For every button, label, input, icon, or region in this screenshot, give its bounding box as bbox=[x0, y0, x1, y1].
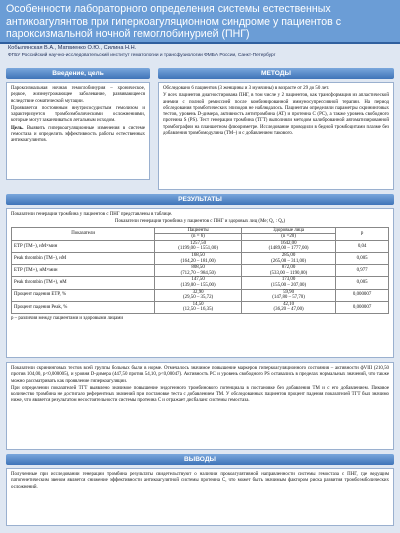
patients-cell: 32,90 (29,50 – 35,72) bbox=[155, 289, 242, 301]
goal-label: Цель. bbox=[11, 125, 24, 131]
healthy-cell: 285,00 (265,00 – 311,00) bbox=[241, 252, 335, 264]
goal-text: Выявить гиперкоагуляционные изменения в системе гемостаза и определить эффективность работы естественных антикоагулянтов. bbox=[11, 125, 145, 144]
table-subheader-healthy: (n =20) bbox=[241, 234, 335, 241]
results-intro: Показатели генерации тромбина у пациентов с ПНГ представлены в таблице. bbox=[11, 212, 173, 217]
discussion-paragraph-2: При определении показателей ТГТ выявлено значимое повышение эндогенного тромбинового потенциала в постановке без добавления ТМ и с его добавлением. Пиковое количество тромбина не достигало референтных значений при постановке теста с добавлением ТМ. У обследованных пациентов процент падения показателей ТГТ был значимо ниже, что является результатом несостоятельности системы протеина С и отражает дисбаланс системы гемостаза. bbox=[11, 385, 389, 404]
table-subheader-patients: (n = 6) bbox=[155, 234, 242, 241]
intro-heading: Введение, цель bbox=[6, 68, 150, 79]
p-cell: 0,000007 bbox=[336, 301, 389, 313]
row-label: Процент падения Peak, % bbox=[12, 301, 155, 313]
table-header-indicator: Показатели bbox=[12, 227, 155, 240]
p-cell: 0,005 bbox=[336, 252, 389, 264]
row-label: Peak thrombin (ТМ–), нМ bbox=[12, 252, 155, 264]
healthy-cell: 872,00 (533,00 – 1190,00) bbox=[241, 265, 335, 277]
poster-title: Особенности лабораторного определения системы естественных антикоагулянтов при гиперкоагуляционном синдроме у пациентов с пароксизмальной ночной гемоглобинурией (ПНГ) bbox=[0, 0, 400, 44]
table-caption: Показатели генерации тромбина у пациентов с ПНГ и здоровых лиц (Me; Q₁ : Q₃) bbox=[114, 219, 286, 225]
healthy-cell: 1642,00 (1489,00 – 1777,00) bbox=[241, 240, 335, 252]
healthy-cell: 173,00 (155,00 – 207,00) bbox=[241, 277, 335, 289]
conclusions-heading: ВЫВОДЫ bbox=[6, 454, 394, 465]
table-header-patients: Пациенты bbox=[155, 227, 242, 234]
intro-goal bbox=[11, 126, 145, 145]
methods-heading: МЕТОДЫ bbox=[158, 68, 394, 79]
methods-panel bbox=[158, 82, 394, 190]
table-row bbox=[12, 301, 389, 313]
methods-paragraph-1: Обследовано 6 пациентов (3 женщины и 3 мужчины) в возрасте от 29 до 50 лет. bbox=[163, 86, 330, 91]
affiliation: ФГБУ Российский научно-исследовательский институт гематологии и трансфузиологии ФМБА России, Санкт-Петербург bbox=[8, 53, 276, 58]
table-row bbox=[12, 289, 389, 301]
patients-cell: 14,50 (12,50 – 16,35) bbox=[155, 301, 242, 313]
p-cell: 0,977 bbox=[336, 265, 389, 277]
methods-paragraph-2: У всех пациентов диагностирована ПНГ, в том числе у 2 пациентов, как трансформация из апластической анемии с полной ремиссией после комбинированной иммуносупрессивной терапии. На период обследования тромботических эпизодов не наблюдалось. Пациентам определяли параметры скрининговых тестов, уровень D-димера, активность антитромбина (АТ) и протеина С (PC), а также уровень свободного протеина S (PS). Тест генерации тромбина (ТГТ) выполняли методом калиброванной автоматизированной тромбографии на планшетном флюориметре. Исследование проводили в бедной тромбоцитами плазме без добавления тромбомодулина (ТМ–) и с добавлением такового. bbox=[163, 93, 389, 137]
p-cell: 0,000007 bbox=[336, 289, 389, 301]
row-label: Peak thrombin (ТМ+), нМ bbox=[12, 277, 155, 289]
results-heading: РЕЗУЛЬТАТЫ bbox=[6, 194, 394, 205]
patients-cell: 808,50 (712,70 – 984,50) bbox=[155, 265, 242, 277]
p-cell: 0,04 bbox=[336, 240, 389, 252]
patients-cell: 168,50 (164,20 – 181,00) bbox=[155, 252, 242, 264]
table-footnote: p – различия между пациентами и здоровыми лицами bbox=[11, 315, 123, 321]
row-label: ETP (ТМ–), нМ×мин bbox=[12, 240, 155, 252]
healthy-cell: 42,10 (36,20 – 47,00) bbox=[241, 301, 335, 313]
table-header-healthy: Здоровые лица bbox=[241, 227, 335, 234]
p-cell: 0,005 bbox=[336, 277, 389, 289]
intro-paragraph-2: Проявляется постоянным внутрисосудистым гемолизом и характеризуется тромбоэмболическими осложнениями, которые могут заканчиваться летальным исходом. bbox=[11, 105, 145, 124]
results-table bbox=[11, 227, 389, 314]
intro-paragraph-1: Пароксизмальная ночная гемоглобинурия – хроническое, редкое, жизнеугрожающее заболевание, развивающееся вследствие соматической мутации. bbox=[11, 86, 145, 104]
intro-panel bbox=[6, 82, 150, 180]
row-label: Процент падения ETP, % bbox=[12, 289, 155, 301]
table-row bbox=[12, 240, 389, 252]
results-panel bbox=[6, 208, 394, 358]
table-header-p: p bbox=[336, 227, 389, 240]
patients-cell: 1257,50 (1199,00 – 1551,00) bbox=[155, 240, 242, 252]
healthy-cell: 59,90 (147,80 – 57,70) bbox=[241, 289, 335, 301]
discussion-panel bbox=[6, 362, 394, 450]
conclusions-paragraph: Полученные при исследовании генерации тромбина результаты свидетельствуют о наличии прокоагулятивной направленности системы гемостаза с ПНГ, где ведущим патогенетическим звеном является снижение эффективности антикоагулятной системы протеина С, что может быть значимым фактором риска развития тромбоэмболических осложнений. bbox=[11, 472, 389, 490]
table-row bbox=[12, 277, 389, 289]
conclusions-panel bbox=[6, 468, 394, 526]
table-row bbox=[12, 252, 389, 264]
discussion-paragraph-1: Показатели скрининговых тестов всей группы больных были в норме. Отмечалось значимое повышение маркеров гиперкоагуляционного состояния – активности фVIII (210,50 против 104,00, p<0,000005), и уровня D-димера (447,50 против 54,10, p<0,00047). Активность PC и уровень свободного PS оставались в пределах нормальных значений, что также можно рассматривать как проявление гиперкоагуляции. bbox=[11, 366, 389, 384]
authors: Кобылянская В.А., Матвиенко О.Ю., Силина Н.Н. bbox=[8, 45, 137, 51]
table-row bbox=[12, 265, 389, 277]
row-label: ETP (ТМ+), нМ×мин bbox=[12, 265, 155, 277]
patients-cell: 147,50 (139,00 – 155,00) bbox=[155, 277, 242, 289]
